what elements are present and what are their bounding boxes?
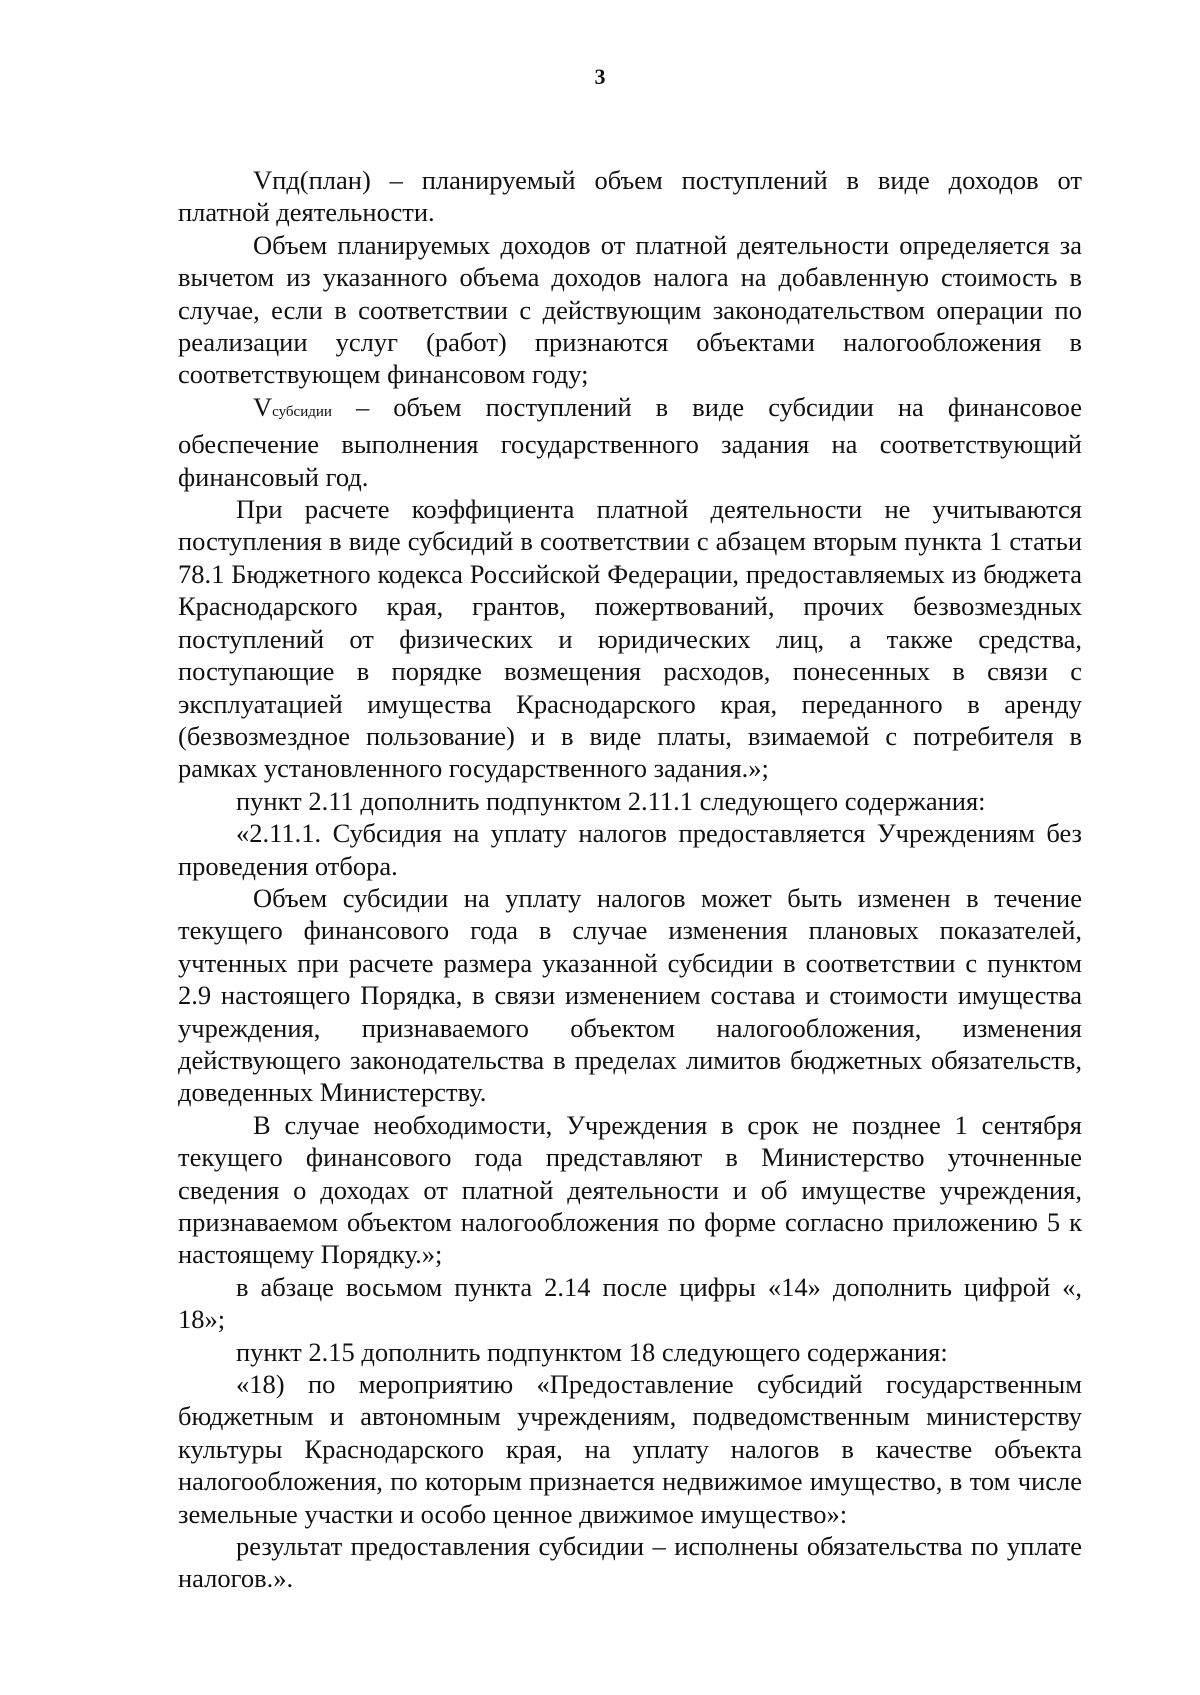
paragraph-subsidy-result: результат предоставления субсидии – исполнены обязательства по уплате налогов.». <box>178 1531 1082 1594</box>
formula-subscript-subsidy: субсидии <box>272 403 332 420</box>
document-body <box>178 164 1082 1595</box>
formula-symbol-vpd: Vпд(план) <box>253 165 371 195</box>
paragraph-planned-income: Объем планируемых доходов от платной деятельности определяется за вычетом из указанного объема доходов налога на добавленную стоимость в случае, если в соответствии с действующим законодательством операции по реализации услуг (работ) признаются объектами налогообложения в соответствующем финансовом году; <box>178 229 1082 390</box>
paragraph-clause-2-11: пункт 2.11 дополнить подпунктом 2.11.1 следующего содержания: <box>236 785 986 816</box>
formula-symbol-v: V <box>253 391 273 422</box>
paragraph-info-submission: В случае необходимости, Учреждения в срок не позднее 1 сентября текущего финансового года представляют в Министерство уточненные сведения о доходах от платной деятельности и об имуществе учреждения, признаваемом объектом налогообложения по форме согласно приложению 5 к настоящему Порядку.»; <box>178 1109 1082 1270</box>
paragraph-vpd-definition <box>178 164 1082 229</box>
paragraph-clause-2-14: в абзаце восьмом пункта 2.14 после цифры «14» дополнить цифрой «, 18»; <box>178 1271 1082 1335</box>
paragraph-text: – планируемый объем поступлений в виде доходов от платной деятельности. <box>178 165 1082 228</box>
paragraph-text: – объем поступлений в виде субсидии на финансовое обеспечение выполнения государственного задания на соответствующий финансовый год. <box>178 391 1082 492</box>
paragraph-subclause-2-11-1: «2.11.1. Субсидия на уплату налогов предоставляется Учреждениям без проведения отбора. <box>178 818 1082 881</box>
paragraph-coefficient-exclusions: При расчете коэффициента платной деятельности не учитываются поступления в виде субсидий в соответствии с абзацем вторым пункта 1 статьи 78.1 Бюджетного кодекса Российской Федерации, предоставляемых из бюджета Краснодарского края, грантов, пожертвований, прочих безвозмездных поступлений от физических и юридических лиц, а также средства, поступающие в порядке возмещения расходов, понесенных в связи с эксплуатацией имущества Краснодарского края, переданного в аренду (безвозмездное пользование) и в виде платы, взимаемой с потребителя в рамках установленного государственного задания.»; <box>178 494 1082 784</box>
paragraph-vsubsidy-definition <box>178 391 1082 493</box>
paragraph-subclause-18: «18) по мероприятию «Предоставление субсидий государственным бюджетным и автономным учреждениям, подведомственным министерству культуры Краснодарского края, на уплату налогов в качестве объекта налогообложения, по которым признается недвижимое имущество, в том числе земельные участки и особо ценное движимое имущество»: <box>178 1369 1082 1529</box>
paragraph-subsidy-change: Объем субсидии на уплату налогов может быть изменен в течение текущего финансового года в случае изменения плановых показателей, учтенных при расчете размера указанной субсидии в соответствии с пунктом 2.9 настоящего Порядка, в связи изменением состава и стоимости имущества учреждения, признаваемого объектом налогообложения, изменения действующего законодательства в пределах лимитов бюджетных обязательств, доведенных Министерству. <box>178 882 1082 1108</box>
page-number: 3 <box>594 64 606 89</box>
paragraph-clause-2-15: пункт 2.15 дополнить подпунктом 18 следующего содержания: <box>236 1336 948 1367</box>
